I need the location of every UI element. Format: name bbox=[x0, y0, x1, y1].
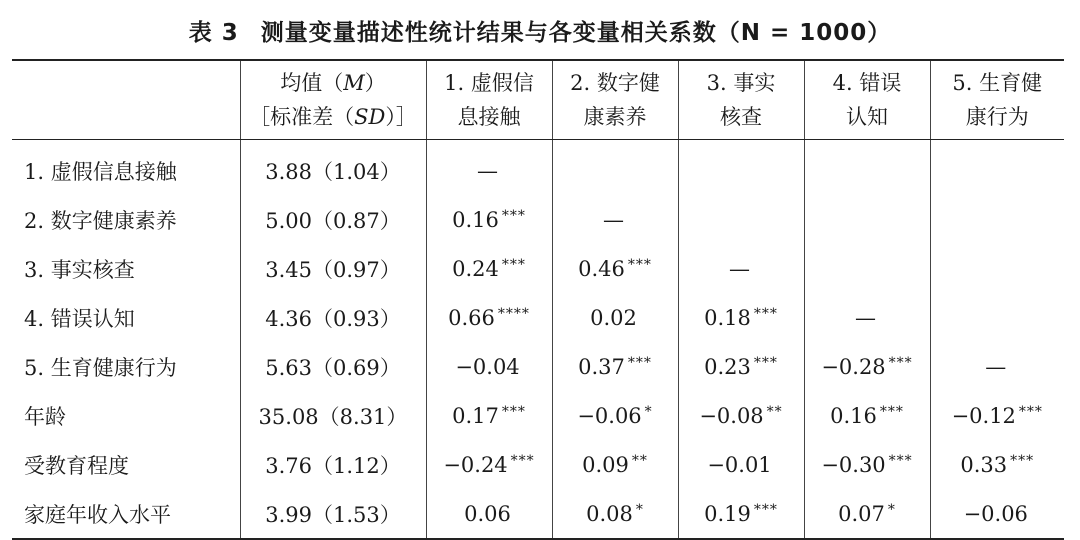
header-sd-symbol: SD bbox=[354, 105, 386, 129]
header-col-3-line1: 3. 事实 bbox=[706, 71, 776, 95]
row-label: 年龄 bbox=[24, 404, 66, 429]
header-col-1 bbox=[426, 60, 552, 140]
mean-sd-cell: 3.45（0.97） bbox=[240, 244, 426, 293]
correlation-value: 0.37 bbox=[578, 354, 625, 379]
correlation-cell bbox=[930, 489, 1064, 539]
significance-marker: *** bbox=[888, 452, 913, 469]
correlation-cell bbox=[552, 489, 678, 539]
table-title: 测量变量描述性统计结果与各变量相关系数（N = 1000） bbox=[260, 20, 892, 46]
correlation-value: — bbox=[729, 256, 750, 281]
header-col-4 bbox=[804, 60, 930, 140]
correlation-cell bbox=[426, 140, 552, 196]
mean-sd-cell: 3.99（1.53） bbox=[240, 489, 426, 539]
significance-marker: * bbox=[635, 501, 644, 518]
correlation-value: 0.33 bbox=[960, 452, 1008, 477]
row-label: 3. 事实核查 bbox=[24, 257, 135, 282]
table-row bbox=[12, 244, 1064, 293]
correlation-cell bbox=[552, 391, 678, 440]
correlation-cell bbox=[804, 342, 930, 391]
correlation-cell bbox=[930, 140, 1064, 196]
header-col-1-line2: 息接触 bbox=[457, 105, 521, 129]
significance-marker: *** bbox=[753, 501, 778, 518]
significance-marker: *** bbox=[501, 403, 526, 420]
row-label: 1. 虚假信息接触 bbox=[24, 159, 177, 184]
correlation-cell bbox=[678, 244, 804, 293]
table-row bbox=[12, 140, 1064, 196]
header-sd-close: ）］ bbox=[385, 105, 417, 129]
correlation-cell bbox=[426, 489, 552, 539]
correlation-cell bbox=[552, 140, 678, 196]
header-mean-sd bbox=[240, 60, 426, 140]
header-col-2 bbox=[552, 60, 678, 140]
table-row bbox=[12, 342, 1064, 391]
correlation-cell bbox=[930, 244, 1064, 293]
mean-sd-cell: 35.08（8.31） bbox=[240, 391, 426, 440]
table-row bbox=[12, 293, 1064, 342]
correlation-value: 0.17 bbox=[452, 403, 499, 428]
correlation-cell bbox=[930, 293, 1064, 342]
header-mean-text: 均值（ bbox=[280, 71, 344, 95]
correlation-cell bbox=[678, 440, 804, 489]
header-col-2-line2: 康素养 bbox=[583, 105, 647, 129]
significance-marker: * bbox=[644, 403, 653, 420]
correlation-cell bbox=[552, 293, 678, 342]
correlation-value: 0.16 bbox=[830, 403, 877, 428]
significance-marker: *** bbox=[627, 256, 652, 273]
significance-marker: *** bbox=[627, 354, 652, 371]
correlation-cell bbox=[552, 195, 678, 244]
row-label: 家庭年收入水平 bbox=[12, 489, 240, 539]
correlation-cell bbox=[552, 244, 678, 293]
correlation-cell bbox=[804, 293, 930, 342]
correlation-value: −0.30 bbox=[821, 452, 886, 477]
correlation-value: — bbox=[985, 354, 1007, 379]
correlation-value: −0.08 bbox=[699, 403, 764, 428]
significance-marker: * bbox=[887, 501, 896, 518]
correlation-cell bbox=[930, 391, 1064, 440]
correlation-value: 0.19 bbox=[704, 501, 751, 526]
table-body bbox=[12, 140, 1064, 540]
correlation-cell bbox=[804, 440, 930, 489]
significance-marker: *** bbox=[1010, 452, 1035, 469]
correlation-value: 0.02 bbox=[590, 305, 637, 330]
correlation-cell bbox=[426, 244, 552, 293]
header-col-4-line2: 认知 bbox=[846, 105, 888, 129]
row-label: 5. 生育健康行为 bbox=[24, 355, 177, 380]
correlation-value: 0.24 bbox=[452, 256, 499, 281]
significance-marker: *** bbox=[753, 354, 778, 371]
correlation-value: −0.28 bbox=[821, 354, 886, 379]
correlation-value: −0.06 bbox=[963, 501, 1028, 526]
header-col-5-line2: 康行为 bbox=[965, 105, 1029, 129]
correlation-value: 0.18 bbox=[704, 305, 751, 330]
correlation-value: −0.01 bbox=[707, 452, 772, 477]
mean-sd-cell: 3.88（1.04） bbox=[240, 140, 426, 196]
table-row bbox=[12, 195, 1064, 244]
correlation-cell bbox=[804, 140, 930, 196]
significance-marker: *** bbox=[501, 256, 526, 273]
significance-marker: *** bbox=[879, 403, 904, 420]
header-sd-text: ［标准差（ bbox=[249, 105, 355, 129]
correlation-cell bbox=[930, 440, 1064, 489]
correlation-table bbox=[12, 59, 1064, 540]
row-label: 2. 数字健康素养 bbox=[24, 208, 177, 233]
correlation-value: −0.12 bbox=[951, 403, 1016, 428]
header-col-3-line2: 核查 bbox=[720, 105, 762, 129]
mean-sd-cell: 5.00（0.87） bbox=[240, 195, 426, 244]
correlation-value: 0.66 bbox=[448, 305, 495, 330]
significance-marker: **** bbox=[497, 305, 530, 322]
header-col-5 bbox=[930, 60, 1064, 140]
correlation-value: 0.23 bbox=[704, 354, 751, 379]
significance-marker: *** bbox=[753, 305, 778, 322]
header-col-1-line1: 1. 虚假信 bbox=[444, 71, 534, 95]
correlation-cell bbox=[678, 195, 804, 244]
correlation-value: −0.04 bbox=[455, 354, 520, 379]
correlation-cell bbox=[678, 140, 804, 196]
mean-sd-cell: 5.63（0.69） bbox=[240, 342, 426, 391]
table-number: 表 3 bbox=[188, 20, 239, 46]
correlation-value: 0.07 bbox=[838, 501, 885, 526]
correlation-cell bbox=[678, 489, 804, 539]
correlation-cell bbox=[804, 489, 930, 539]
table-row bbox=[12, 489, 1064, 539]
correlation-cell bbox=[804, 244, 930, 293]
significance-marker: *** bbox=[1018, 403, 1043, 420]
correlation-cell bbox=[804, 195, 930, 244]
correlation-cell bbox=[426, 342, 552, 391]
correlation-cell bbox=[930, 342, 1064, 391]
mean-sd-cell: 4.36（0.93） bbox=[240, 293, 426, 342]
correlation-cell bbox=[426, 440, 552, 489]
header-mean-symbol: M bbox=[343, 71, 365, 95]
correlation-value: 0.09 bbox=[582, 452, 629, 477]
correlation-value: 0.08 bbox=[586, 501, 633, 526]
correlation-cell bbox=[678, 293, 804, 342]
significance-marker: *** bbox=[510, 452, 535, 469]
header-blank bbox=[12, 60, 240, 140]
row-label: 4. 错误认知 bbox=[24, 306, 135, 331]
header-col-4-line1: 4. 错误 bbox=[832, 71, 902, 95]
correlation-cell bbox=[930, 195, 1064, 244]
table-row bbox=[12, 391, 1064, 440]
correlation-value: −0.06 bbox=[577, 403, 642, 428]
table-header-row bbox=[12, 60, 1064, 140]
correlation-cell bbox=[552, 342, 678, 391]
correlation-cell bbox=[678, 342, 804, 391]
correlation-value: — bbox=[477, 158, 498, 183]
correlation-value: −0.24 bbox=[443, 452, 508, 477]
row-label: 受教育程度 bbox=[24, 453, 129, 478]
significance-marker: ** bbox=[631, 452, 648, 469]
correlation-cell bbox=[426, 293, 552, 342]
header-col-2-line1: 2. 数字健 bbox=[570, 71, 660, 95]
header-col-5-line1: 5. 生育健 bbox=[952, 71, 1043, 95]
mean-sd-cell: 3.76（1.12） bbox=[240, 440, 426, 489]
correlation-value: — bbox=[855, 305, 876, 330]
correlation-cell bbox=[426, 391, 552, 440]
correlation-value: 0.16 bbox=[452, 207, 499, 232]
table-caption bbox=[0, 14, 1080, 47]
correlation-value: 0.06 bbox=[464, 501, 511, 526]
correlation-value: — bbox=[603, 207, 624, 232]
correlation-cell bbox=[804, 391, 930, 440]
correlation-value: 0.46 bbox=[578, 256, 625, 281]
correlation-cell bbox=[678, 391, 804, 440]
header-mean-label bbox=[245, 66, 422, 100]
header-sd-label bbox=[245, 100, 422, 134]
significance-marker: *** bbox=[501, 207, 526, 224]
correlation-cell bbox=[426, 195, 552, 244]
table-row bbox=[12, 440, 1064, 489]
header-col-3 bbox=[678, 60, 804, 140]
significance-marker: *** bbox=[888, 354, 913, 371]
header-mean-close: ） bbox=[364, 71, 386, 95]
correlation-cell bbox=[552, 440, 678, 489]
significance-marker: ** bbox=[766, 403, 783, 420]
